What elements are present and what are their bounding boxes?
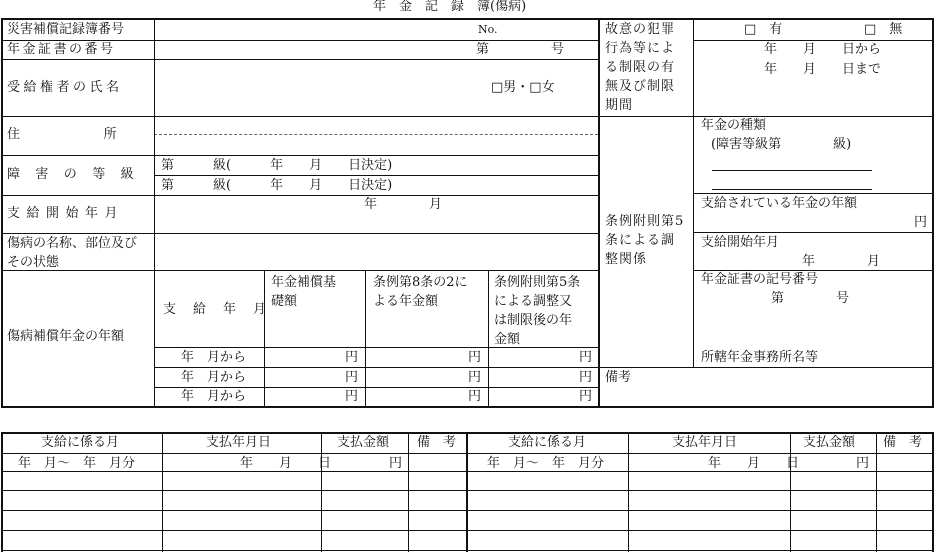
row-from[interactable]: 年 月から [181,389,247,404]
row-from[interactable]: 年 月から [181,350,247,365]
disaster-no-field[interactable]: No. [478,23,498,36]
pension-cert-go: 号 [551,42,565,57]
pension-cert-dai: 第 [476,42,490,57]
pension-type-grade[interactable]: (障害等級第 級) [711,137,852,152]
label-adjustment: 条例附則第5 条による調 整関係 [605,214,685,267]
yen-unit: 円 [345,370,359,385]
gender-checkboxes[interactable]: □男・□女 [491,80,555,95]
yen-unit: 円 [579,350,593,365]
label-disaster-record-no: 災害補償記録簿番号 [7,22,125,37]
label-pension-office: 所轄年金事務所名等 [701,350,819,365]
ledger-row-yen: 円 [389,456,403,471]
ledger-col-remarks: 備 考 [883,435,923,450]
restriction-from[interactable]: 年 月 日から [764,42,882,57]
pension-cert-code-value[interactable]: 第 号 [771,291,850,306]
label-remarks: 備考 [605,370,632,385]
yen-unit: 円 [468,370,482,385]
ledger-col-payment-amount: 支払金額 [337,435,390,450]
label-annual-amount: 傷病補償年金の年額 [7,329,125,344]
label-address: 住 所 [7,127,118,142]
col-payment-month: 支 給 年 月 [163,302,269,317]
page-title: 年 金 記 録 簿(傷病) [373,0,527,14]
label-pension-cert-no: 年金証書の番号 [7,42,116,57]
checkbox-has-restriction[interactable]: □ 有 [744,22,783,37]
ledger-row-date[interactable]: 年 月 日 [708,456,800,471]
paid-pension-yen: 円 [914,215,928,230]
row-from[interactable]: 年 月から [181,370,247,385]
grade-row-2[interactable]: 第 級( 年 月 日決定) [161,178,393,193]
col-base-amount: 年金補償基 礎額 [271,275,337,309]
pension-start-value[interactable]: 年 月 [802,254,881,269]
label-disability-grade: 障 害 の 等 級 [7,167,135,182]
yen-unit: 円 [579,370,593,385]
col-adjusted-amount: 条例附則第5条 による調整又 は制限後の年 金額 [494,275,581,347]
ledger-col-remarks: 備 考 [417,435,457,450]
ledger-row-month[interactable]: 年 月～ 年 月分 [487,456,605,471]
yen-unit: 円 [345,389,359,404]
ledger-row-date[interactable]: 年 月 日 [240,456,332,471]
label-paid-pension-amount: 支給されている年金の年額 [701,196,858,211]
label-pension-cert-code: 年金証書の記号番号 [701,272,819,287]
ledger-row-yen: 円 [856,456,870,471]
ledger-col-payment-date: 支払年月日 [206,435,272,450]
label-payment-start: 支給開始年月 [7,206,125,221]
ledger-col-payment-month: 支給に係る月 [508,435,587,450]
yen-unit: 円 [345,350,359,365]
col-art8-amount: 条例第8条の2に よる年金額 [373,275,468,309]
restriction-until[interactable]: 年 月 日まで [764,62,882,77]
checkbox-no-restriction[interactable]: □ 無 [864,22,903,37]
grade-row-1[interactable]: 第 級( 年 月 日決定) [161,158,393,173]
label-criminal-act-restriction: 故意の犯罪 行為等によ る制限の有 無及び制限 期間 [605,22,676,113]
ledger-col-payment-month: 支給に係る月 [41,435,120,450]
label-recipient-name: 受給権者の氏名 [7,80,123,95]
yen-unit: 円 [468,350,482,365]
yen-unit: 円 [579,389,593,404]
payment-start-value[interactable]: 年 月 [364,197,443,212]
label-pension-type: 年金の種類 [701,118,767,133]
label-pension-start: 支給開始年月 [701,235,780,250]
label-injury-description: 傷病の名称、部位及び その状態 [7,236,138,270]
yen-unit: 円 [468,389,482,404]
ledger-col-payment-date: 支払年月日 [672,435,738,450]
ledger-row-month[interactable]: 年 月～ 年 月分 [18,456,136,471]
ledger-col-payment-amount: 支払金額 [803,435,856,450]
